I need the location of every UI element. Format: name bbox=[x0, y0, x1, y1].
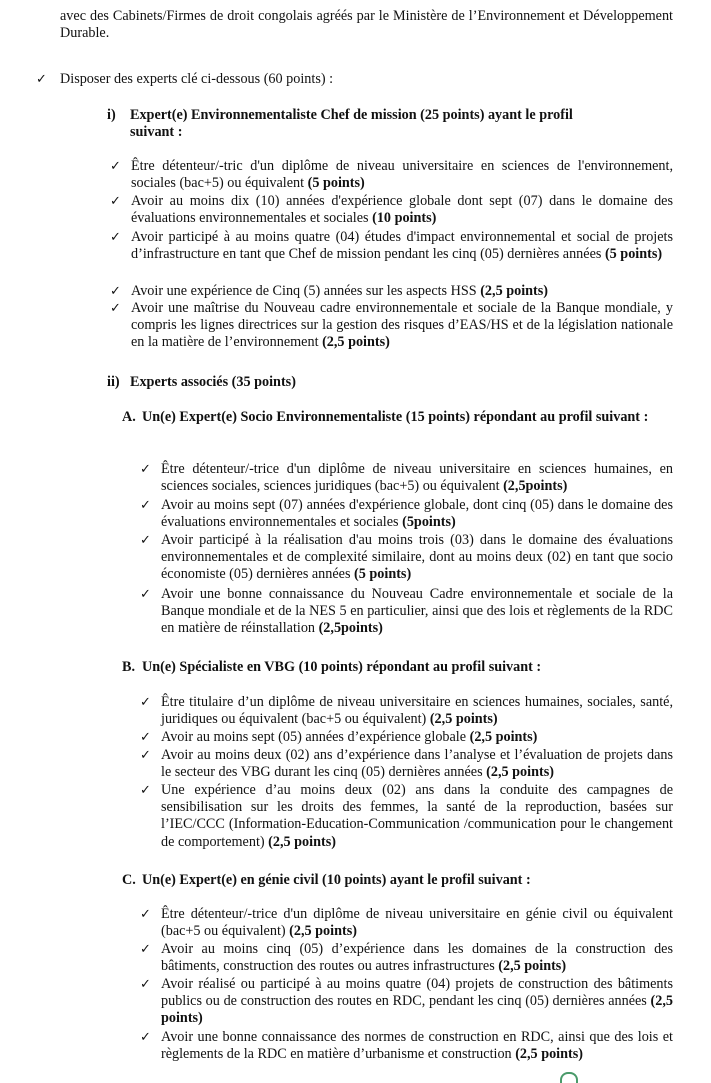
list-item: ✓ Avoir une bonne connaissance des normes de construction en RDC, ainsi que des lois et règlements de la RDC en matière d’urbanisme et construction (2,5 points) bbox=[140, 1029, 673, 1063]
checkmark-icon: ✓ bbox=[140, 748, 151, 763]
main-bullet: ✓ Disposer des experts clé ci-dessous (60 points) : bbox=[36, 71, 334, 87]
section-i-heading: i) Expert(e) Environnementaliste Chef de mission (25 points) ayant le profil suivant : bbox=[107, 107, 573, 141]
checkmark-icon: ✓ bbox=[140, 462, 151, 477]
section-c-heading: C. Un(e) Expert(e) en génie civil (10 points) ayant le profil suivant : bbox=[122, 872, 531, 888]
checkmark-icon: ✓ bbox=[110, 284, 121, 299]
checkmark-icon: ✓ bbox=[140, 942, 151, 957]
list-item: ✓ Avoir une expérience de Cinq (5) années sur les aspects HSS (2,5 points) bbox=[110, 283, 548, 299]
checkmark-icon: ✓ bbox=[140, 533, 151, 548]
checkmark-icon: ✓ bbox=[110, 301, 121, 316]
list-item: ✓ Avoir au moins sept (07) années d'expérience globale, dont cinq (05) dans le domaine des évaluations environnementales et sociales (5points) bbox=[140, 497, 673, 531]
list-item: ✓ Être détenteur/-tric d'un diplôme de niveau universitaire en sciences de l'environnement, sociales (bac+5) ou équivalent (5 points) bbox=[110, 158, 673, 192]
list-item: ✓ Être détenteur/-trice d'un diplôme de niveau universitaire en génie civil ou équivalent (bac+5 ou équivalent) (2,5 points) bbox=[140, 906, 673, 940]
list-item: ✓ Avoir au moins cinq (05) d’expérience dans les domaines de la construction des bâtiments, construction des routes ou autres infrastructures (2,5 points) bbox=[140, 941, 673, 975]
section-b-heading: B. Un(e) Spécialiste en VBG (10 points) répondant au profil suivant : bbox=[122, 659, 542, 675]
list-item: ✓ Avoir participé à au moins quatre (04) études d'impact environnemental et social de projets d’infrastructure en tant que Chef de mission pendant les cinq (05) dernières années (5 points) bbox=[110, 229, 673, 263]
checkmark-icon: ✓ bbox=[140, 1030, 151, 1045]
checkmark-icon: ✓ bbox=[110, 194, 121, 209]
section-ii-heading: ii) Experts associés (35 points) bbox=[107, 374, 296, 390]
list-item: ✓ Avoir au moins sept (05) années d’expérience globale (2,5 points) bbox=[140, 729, 538, 745]
list-item: ✓ Avoir une maîtrise du Nouveau cadre environnementale et sociale de la Banque mondiale, y compris les lignes directrices sur la gestion des risques d’EAS/HS et de la législation nationale en la matière de l’environnement (2,5 points) bbox=[110, 300, 673, 351]
checkmark-icon: ✓ bbox=[140, 730, 151, 745]
list-item: ✓ Une expérience d’au moins deux (02) ans dans la conduite des campagnes de sensibilisation sur les droits des femmes, la santé de la reproduction, basées sur l’IEC/CCC (Information-Education-Communication /communication pour le changement de comportement) (2,5 points) bbox=[140, 782, 673, 850]
intro-paragraph: avec des Cabinets/Firmes de droit congolais agréés par le Ministère de l’Environnement et Développement Durable. bbox=[60, 8, 673, 42]
checkmark-icon: ✓ bbox=[140, 783, 151, 798]
checkmark-icon: ✓ bbox=[110, 230, 121, 245]
list-item: ✓ Avoir réalisé ou participé à au moins quatre (04) projets de construction des bâtiments publics ou de construction des routes en RDC, pendant les cinq (05) dernières années (2,5 points) bbox=[140, 976, 673, 1027]
checkmark-icon: ✓ bbox=[140, 587, 151, 602]
list-item: ✓ Avoir une bonne connaissance du Nouveau Cadre environnementale et sociale de la Banque mondiale et de la NES 5 en particulier, ainsi que des lois et règlements de la RDC en matière de réinstallation (2,5points) bbox=[140, 586, 673, 637]
checkmark-icon: ✓ bbox=[140, 498, 151, 513]
list-item: ✓ Avoir participé à la réalisation d'au moins trois (03) dans le domaine des évaluations environnementales et de complexité similaire, dont au moins deux (02) en tant que socio économiste (05) dernières années (5 points) bbox=[140, 532, 673, 583]
list-item: ✓ Avoir au moins deux (02) ans d’expérience dans l’analyse et l’évaluation de projets dans le secteur des VBG durant les cinq (05) dernières années (2,5 points) bbox=[140, 747, 673, 781]
stamp-fragment bbox=[560, 1072, 578, 1083]
list-item: ✓ Avoir au moins dix (10) années d'expérience globale dont sept (07) dans le domaine des évaluations environnementales et sociales (10 points) bbox=[110, 193, 673, 227]
checkmark-icon: ✓ bbox=[140, 977, 151, 992]
checkmark-icon: ✓ bbox=[140, 907, 151, 922]
checkmark-icon: ✓ bbox=[110, 159, 121, 174]
checkmark-icon: ✓ bbox=[36, 72, 47, 87]
checkmark-icon: ✓ bbox=[140, 695, 151, 710]
list-item: ✓ Être titulaire d’un diplôme de niveau universitaire en sciences humaines, sociales, santé, juridiques ou équivalent (bac+5 ou équivalent) (2,5 points) bbox=[140, 694, 673, 728]
section-a-heading: A. Un(e) Expert(e) Socio Environnementaliste (15 points) répondant au profil suivant : bbox=[122, 409, 649, 425]
list-item: ✓ Être détenteur/-trice d'un diplôme de niveau universitaire en sciences humaines, en sciences sociales, sciences juridiques (bac+5) ou équivalent (2,5points) bbox=[140, 461, 673, 495]
